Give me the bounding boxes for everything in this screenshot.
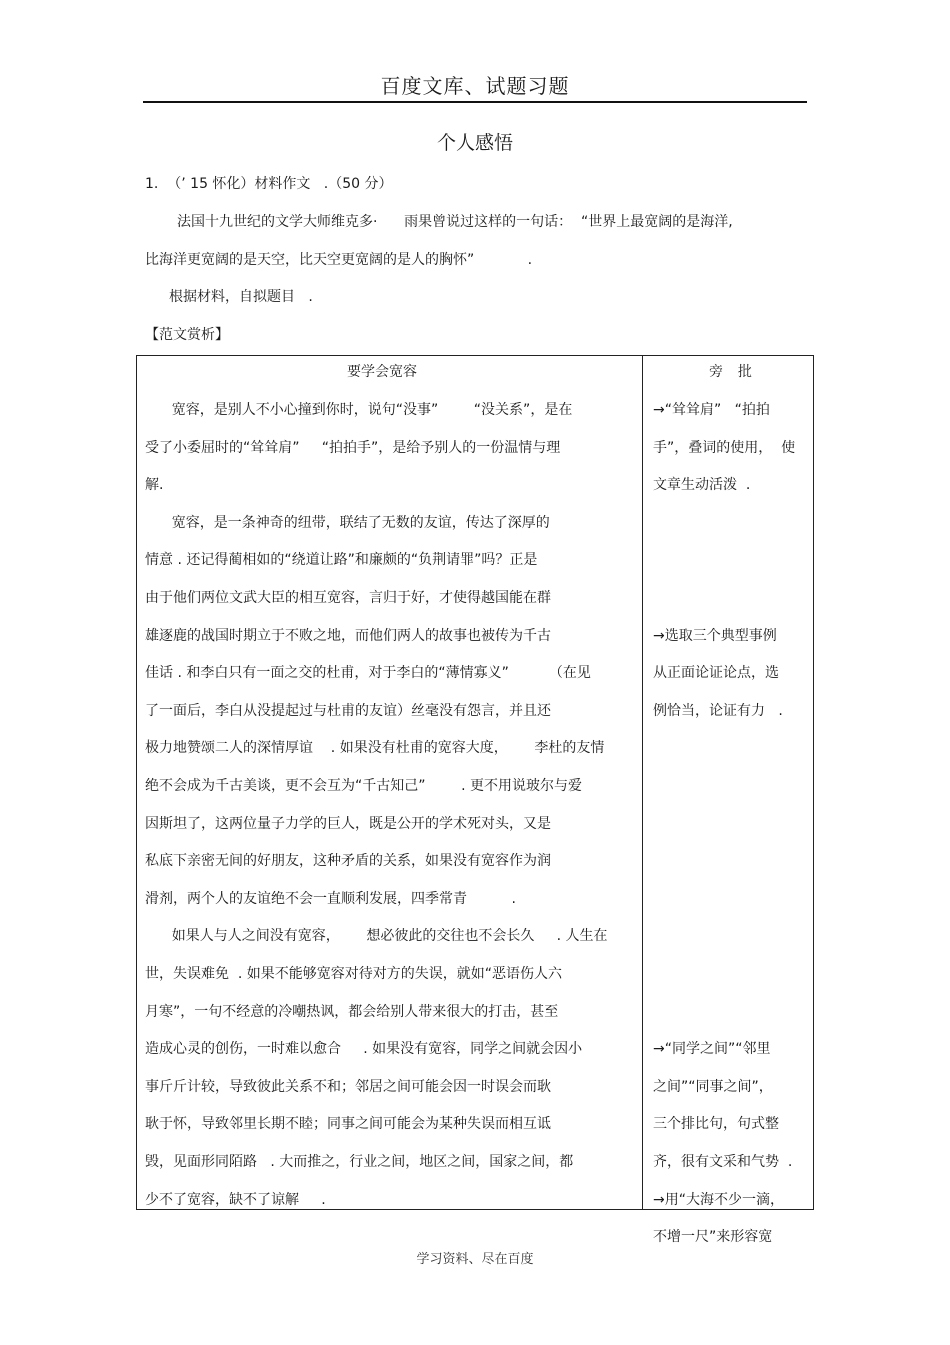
instruction-line: 根据材料，自拟题目 . bbox=[169, 289, 313, 305]
material-line: 比海洋更宽阔的是天空，比天空更宽阔的是人的胸怀” . bbox=[145, 252, 533, 268]
essay-line: 极力地赞颂二人的深情厚谊 . 如果没有杜甫的宽容大度， 李杜的友情 bbox=[145, 740, 605, 757]
section-label: 【范文赏析】 bbox=[145, 327, 229, 343]
header-divider bbox=[143, 101, 807, 103]
essay-line: 雄逐鹿的战国时期立于不败之地，而他们两人的故事也被传为千古 bbox=[145, 627, 551, 644]
essay-heading: 要学会宽容 bbox=[347, 364, 417, 380]
essay-line: 耿于怀，导致邻里长期不睦；同事之间可能会为某种失误而相互诋 bbox=[145, 1116, 551, 1133]
column-divider bbox=[642, 356, 643, 1209]
annotation-line: →“耸耸肩” “拍拍 bbox=[653, 402, 770, 418]
essay-line: 情意 . 还记得蔺相如的“绕道让路”和廉颇的“负荆请罪”吗？正是 bbox=[145, 552, 538, 569]
annotation-line: 文章生动活泼 . bbox=[653, 477, 751, 494]
material-line: 法国十九世纪的文学大师维克多· 雨果曾说过这样的一句话： “世界上最宽阔的是海洋, bbox=[177, 214, 733, 230]
annotation-line: →选取三个典型事例 bbox=[653, 627, 777, 644]
essay-line: 造成心灵的创伤，一时难以愈合 . 如果没有宽容，同学之间就会因小 bbox=[145, 1041, 583, 1058]
essay-line: 了一面后，李白从没提起过与杜甫的友谊）丝毫没有怨言，并且还 bbox=[145, 702, 551, 719]
essay-line: 解. bbox=[145, 477, 164, 494]
essay-line: 世，失误难免 . 如果不能够宽容对待对方的失误，就如“恶语伤人六 bbox=[145, 966, 563, 982]
essay-line: 滑剂，两个人的友谊绝不会一直顺利发展，四季常青 . bbox=[145, 890, 516, 907]
essay-line: 少不了宽容，缺不了谅解 . bbox=[145, 1191, 326, 1208]
annotation-line: →用“大海不少一滴， bbox=[653, 1191, 784, 1208]
document-title: 个人感悟 bbox=[436, 132, 513, 154]
essay-line: 事斤斤计较，导致彼此关系不和；邻居之间可能会因一时误会而耿 bbox=[145, 1078, 551, 1095]
annotation-line: →“同学之间”“邻里 bbox=[653, 1041, 771, 1058]
essay-line: 受了小委屈时的“耸耸肩” “拍拍手”，是给予别人的一份温情与理 bbox=[145, 439, 561, 456]
essay-line: 如果人与人之间没有宽容， 想必彼此的交往也不会长久 . 人生在 bbox=[145, 928, 608, 945]
annotation-line: 例恰当，论证有力 . bbox=[653, 702, 783, 719]
essay-line: 佳话 . 和李白只有一面之交的杜甫，对于李白的“薄情寡义” （在见 bbox=[145, 665, 591, 682]
annotation-line: 手”，叠词的使用， 使 bbox=[653, 439, 796, 456]
question-number-line: 1. （’ 15 怀化）材料作文 .（50 分） bbox=[145, 176, 393, 192]
annotation-line: 之间”“同事之间”， bbox=[653, 1078, 773, 1095]
essay-line: 绝不会成为千古美谈，更不会互为“千古知己” . 更不用说玻尔与爱 bbox=[145, 778, 583, 794]
header-title: 百度文库、试题习题 bbox=[380, 74, 570, 98]
annotation-line: 三个排比句，句式整 bbox=[653, 1116, 779, 1133]
annotation-line: 从正面论证论点，选 bbox=[653, 665, 779, 682]
essay-line: 宽容，是一条神奇的纽带，联结了无数的友谊，传达了深厚的 bbox=[145, 514, 550, 531]
annotation-line: 齐，很有文采和气势 . bbox=[653, 1154, 793, 1170]
annotation-heading: 旁 批 bbox=[709, 364, 754, 380]
essay-line: 私底下亲密无间的好朋友，这种矛盾的关系，如果没有宽容作为润 bbox=[145, 853, 551, 870]
annotation-line: 不增一尺”来形容宽 bbox=[653, 1229, 773, 1246]
essay-line: 因斯坦了，这两位量子力学的巨人，既是公开的学术死对头，又是 bbox=[145, 815, 551, 832]
essay-line: 毁，见面形同陌路 . 大而推之，行业之间，地区之间，国家之间，都 bbox=[145, 1154, 574, 1170]
essay-line: 宽容，是别人不小心撞到你时，说句“没事” “没关系”，是在 bbox=[145, 402, 573, 418]
essay-table bbox=[136, 355, 814, 1246]
essay-line: 月寒”，一句不经意的冷嘲热讽，都会给别人带来很大的打击，甚至 bbox=[145, 1003, 559, 1020]
essay-line: 由于他们两位文武大臣的相互宽容，言归于好，才使得越国能在群 bbox=[145, 590, 551, 606]
footer-text: 学习资料、尽在百度 bbox=[416, 1252, 534, 1267]
